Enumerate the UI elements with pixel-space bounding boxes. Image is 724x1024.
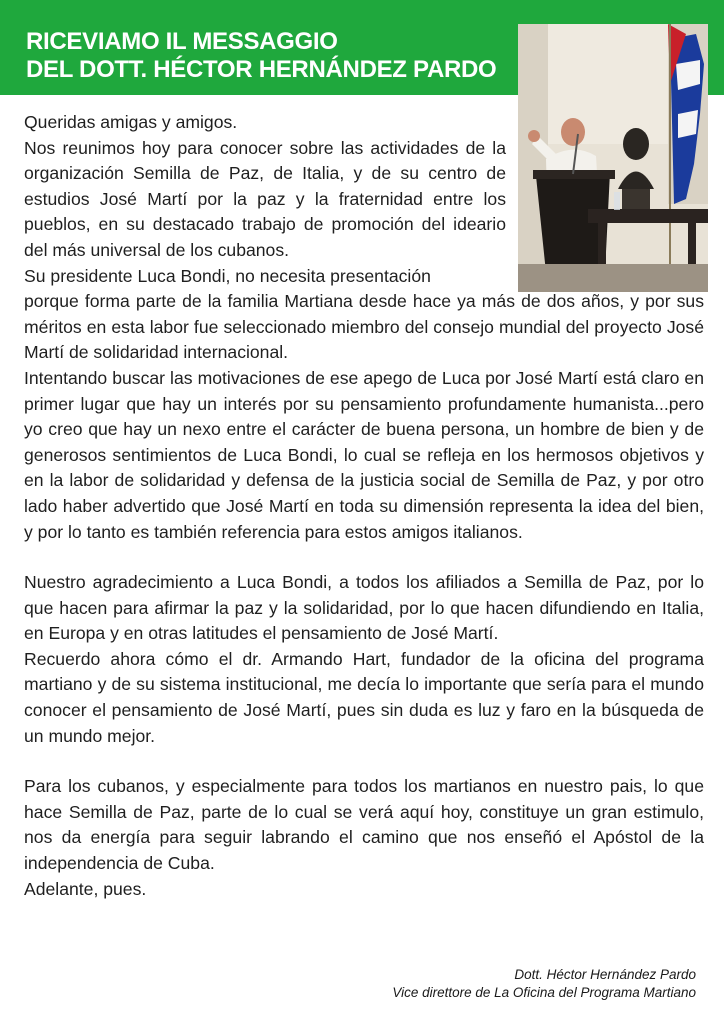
signature <box>392 966 696 1002</box>
signature-name: Dott. Héctor Hernández Pardo <box>514 967 696 982</box>
closing: Adelante, pues. <box>24 878 147 899</box>
letter-body <box>24 110 704 902</box>
title-line-2: DEL DOTT. HÉCTOR HERNÁNDEZ PARDO <box>26 56 497 83</box>
greeting: Queridas amigas y amigos. <box>24 112 238 132</box>
paragraph-5: Recuerdo ahora cómo el dr. Armando Hart, fundador de la oficina del programa martiano y de su sistema institucional, me decía lo importante que sería para el mundo conocer el pensamiento de José Martí, pues sin duda es luz y faro en la búsqueda de un mundo mejor. <box>24 648 704 746</box>
signature-role: Vice direttore de La Oficina del Programa Martiano <box>392 985 696 1000</box>
title-line-1: RICEVIAMO IL MESSAGGIO <box>26 28 338 55</box>
paragraph-1: Nos reunimos hoy para conocer sobre las actividades de la organización Semilla de Paz, de Italia, y de su centro de estudios José Martí por la paz y la fraternidad entre los pueblos, en su destacado trabajo de promoción del ideario del más universal de los cubanos. <box>24 137 506 260</box>
paragraph-3: Intentando buscar las motivaciones de ese apego de Luca por José Martí está claro en primer lugar que hay un interés por su pensamiento profundamente humanista...pero yo creo que hay un nexo entre el carácter de buena persona, un hombre de bien y de generosos sentimientos de Luca Bondi, lo cual se refleja en los hermosos objetivos y en la labor de solidaridad y defensa de la justicia social de Semilla de Paz, y por otro lado haber advertido que José Martí en toda su dimensión representa la idea del bien, y por lo tanto es también referencia para estos amigos italianos. <box>24 367 704 542</box>
paragraph-4: Nuestro agradecimiento a Luca Bondi, a todos los afiliados a Semilla de Paz, por lo que hacen para afirmar la paz y la solidaridad, por lo que hacen difundiendo en Italia, en Europa y en otras latitudes el pensamiento de José Martí. <box>24 572 704 644</box>
paragraph-6: Para los cubanos, y especialmente para todos los martianos en nuestro pais, lo que hace Semilla de Paz, parte de lo cual se verá aquí hoy, constituye un gran estimulo, nos da energía para seguir labrando el camino que nos enseñó el Apóstol de la independencia de Cuba. <box>24 776 704 874</box>
page-title <box>26 28 496 84</box>
paragraph-2-start: Su presidente Luca Bondi, no necesita presentación <box>24 265 431 286</box>
paragraph-2-rest: porque forma parte de la familia Martiana desde hace ya más de dos años, y por sus méritos en esta labor fue seleccionado miembro del consejo mundial del proyecto José Martí de solidaridad internacional. <box>24 291 704 363</box>
